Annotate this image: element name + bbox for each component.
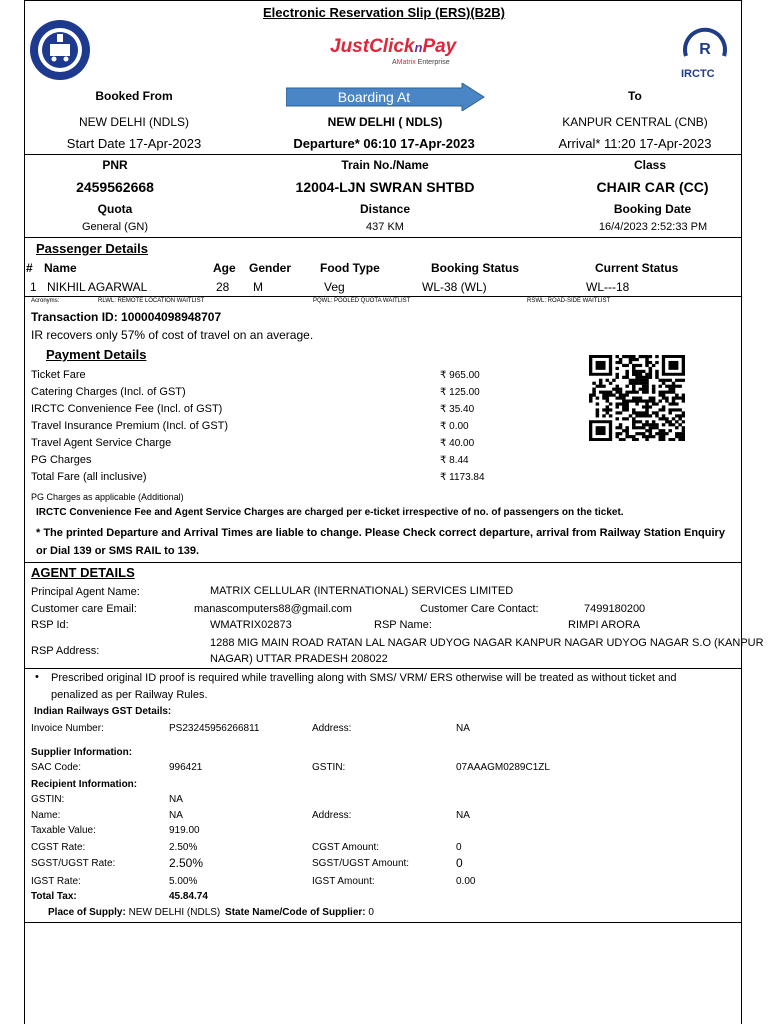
passenger-num: 1 xyxy=(30,280,37,294)
class-value: CHAIR CAR (CC) xyxy=(596,179,709,195)
sgst-amount-label: SGST/UGST Amount: xyxy=(312,858,410,869)
transaction-id: Transaction ID: 100004098948707 xyxy=(31,310,222,324)
payment-item-label: Travel Insurance Premium (Incl. of GST) xyxy=(31,420,229,432)
taxable-value: 919.00 xyxy=(169,825,200,836)
cgst-rate-value: 2.50% xyxy=(169,842,198,853)
invoice-label: Invoice Number: xyxy=(31,723,104,734)
sac-label: SAC Code: xyxy=(31,762,82,773)
customer-contact-value: 7499180200 xyxy=(584,603,646,615)
passenger-food: Veg xyxy=(324,280,345,294)
fee-note: IRCTC Convenience Fee and Agent Service Charges are charged per e-ticket irrespective of no. of passengers on the ticket. xyxy=(36,507,624,518)
boarding-station: NEW DELHI ( NDLS) xyxy=(327,115,443,129)
bullet: • xyxy=(35,671,39,683)
rlwl-note: RLWL: REMOTE LOCATION WAITLIST xyxy=(98,298,205,304)
recipient-gstin-value: NA xyxy=(169,794,183,805)
principal-agent-value: MATRIX CELLULAR (INTERNATIONAL) SERVICES LIMITED xyxy=(210,585,514,597)
to-label: To xyxy=(628,89,642,103)
svg-text:R: R xyxy=(699,41,711,58)
payment-item-label: Catering Charges (Incl. of GST) xyxy=(31,386,186,398)
invoice-value: PS23245956266811 xyxy=(169,723,260,734)
total-tax-value: 45.84.74 xyxy=(169,891,208,902)
class-label: Class xyxy=(633,158,667,172)
customer-email-label: Customer care Email: xyxy=(31,603,137,615)
acronyms-label: Acronyms: xyxy=(31,298,60,304)
igst-amount-label: IGST Amount: xyxy=(312,876,375,887)
payment-item-value: ₹ 35.40 xyxy=(440,404,475,415)
payment-item-label: Total Fare (all inclusive) xyxy=(31,471,147,483)
passenger-booking-status: WL-38 (WL) xyxy=(422,280,487,294)
col-header-num: # xyxy=(26,261,33,275)
time-change-note-line1: * The printed Departure and Arrival Times are liable to change. Please Check correct departure, arrival from Railway Station Enquiry xyxy=(36,527,725,539)
passenger-details-heading: Passenger Details xyxy=(36,241,149,256)
divider xyxy=(24,668,742,669)
booking-date-label: Booking Date xyxy=(613,202,692,216)
departure-time: Departure* 06:10 17-Apr-2023 xyxy=(293,136,475,151)
passenger-gender: M xyxy=(253,280,263,294)
booking-date-value: 16/4/2023 2:52:33 PM xyxy=(598,221,708,233)
rsp-name-value: RIMPI ARORA xyxy=(568,619,641,631)
to-station: KANPUR CENTRAL (CNB) xyxy=(562,115,708,129)
payment-item-value: ₹ 1173.84 xyxy=(440,472,485,483)
rsp-id-label: RSP Id: xyxy=(31,619,69,631)
address-value: NA xyxy=(456,723,470,734)
address-label: Address: xyxy=(312,723,352,734)
distance-value: 437 KM xyxy=(366,221,404,233)
pnr-value: 2459562668 xyxy=(76,179,154,195)
sgst-amount-value: 0 xyxy=(456,856,463,870)
payment-item-label: PG Charges xyxy=(31,454,92,466)
rsp-id-value: WMATRIX02873 xyxy=(210,619,292,631)
col-header-current-status: Current Status xyxy=(595,261,679,275)
divider xyxy=(24,296,742,297)
brand-tagline: AMatrix Enterprise xyxy=(392,59,450,66)
passenger-name: NIKHIL AGARWAL xyxy=(47,280,148,294)
sac-value: 996421 xyxy=(169,762,203,773)
supplier-heading: Supplier Information: xyxy=(31,747,133,758)
igst-rate-label: IGST Rate: xyxy=(31,876,81,887)
id-proof-note-line1: Prescribed original ID proof is required while travelling along with SMS/ VRM/ ERS otherwise will be treated as without ticket and xyxy=(51,672,677,684)
place-of-supply: Place of Supply: NEW DELHI (NDLS) State Name/Code of Supplier: 0 xyxy=(48,907,374,918)
qr-code xyxy=(589,355,685,441)
agent-details-heading: AGENT DETAILS xyxy=(31,565,135,580)
recipient-address-label: Address: xyxy=(312,810,352,821)
distance-label: Distance xyxy=(359,202,411,216)
customer-contact-label: Customer Care Contact: xyxy=(420,603,539,615)
from-station: NEW DELHI (NDLS) xyxy=(78,115,189,129)
payment-item-value: ₹ 8.44 xyxy=(440,455,469,466)
sgst-rate-label: SGST/UGST Rate: xyxy=(31,858,116,869)
id-proof-note-line2: penalized as per Railway Rules. xyxy=(51,689,208,701)
quota-value: General (GN) xyxy=(81,221,149,233)
arrival-time: Arrival* 11:20 17-Apr-2023 xyxy=(558,136,712,151)
justclicknpay-logo: JustClicknPay xyxy=(330,36,457,57)
rswl-note: RSWL: ROAD-SIDE WAITLIST xyxy=(527,298,611,304)
customer-email-value: manascomputers88@gmail.com xyxy=(194,603,352,615)
payment-item-value: ₹ 125.00 xyxy=(440,387,480,398)
igst-rate-value: 5.00% xyxy=(169,876,198,887)
recipient-name-label: Name: xyxy=(31,810,61,821)
col-header-booking-status: Booking Status xyxy=(431,261,520,275)
passenger-current-status: WL---18 xyxy=(586,280,630,294)
page-title: Electronic Reservation Slip (ERS)(B2B) xyxy=(263,5,505,20)
cgst-amount-value: 0 xyxy=(456,842,462,853)
rsp-address-line1: 1288 MIG MAIN ROAD RATAN LAL NAGAR UDYOG NAGAR KANPUR NAGAR UDYOG NAGAR S.O (KANPUR xyxy=(210,637,764,649)
divider xyxy=(24,562,742,563)
payment-item-value: ₹ 40.00 xyxy=(440,438,475,449)
train-value: 12004-LJN SWRAN SHTBD xyxy=(295,179,475,195)
train-label: Train No./Name xyxy=(341,158,429,172)
payment-item-label: Ticket Fare xyxy=(31,369,86,381)
cgst-rate-label: CGST Rate: xyxy=(31,842,86,853)
cgst-amount-label: CGST Amount: xyxy=(312,842,380,853)
rsp-address-label: RSP Address: xyxy=(31,645,100,657)
boarding-at-label: Boarding At xyxy=(337,89,411,105)
divider xyxy=(24,922,742,923)
recipient-gstin-label: GSTIN: xyxy=(31,794,65,805)
payment-item-value: ₹ 965.00 xyxy=(440,370,480,381)
principal-agent-label: Principal Agent Name: xyxy=(31,586,140,598)
payment-item-label: IRCTC Convenience Fee (Incl. of GST) xyxy=(31,403,223,415)
col-header-name: Name xyxy=(44,261,77,275)
booked-from-label: Booked From xyxy=(95,89,173,103)
indian-railways-logo xyxy=(28,18,92,82)
col-header-food: Food Type xyxy=(320,261,380,275)
recipient-heading: Recipient Information: xyxy=(31,779,138,790)
recipient-name-value: NA xyxy=(169,810,183,821)
payment-item-value: ₹ 0.00 xyxy=(440,421,469,432)
divider xyxy=(24,237,742,238)
col-header-age: Age xyxy=(213,261,236,275)
divider xyxy=(24,154,742,155)
irctc-label: IRCTC xyxy=(681,68,715,80)
pqwl-note: PQWL: POOLED QUOTA WAITLIST xyxy=(313,298,411,304)
recipient-address-value: NA xyxy=(456,810,470,821)
col-header-gender: Gender xyxy=(249,261,292,275)
gst-heading: Indian Railways GST Details: xyxy=(34,706,172,717)
pnr-label: PNR xyxy=(102,158,128,172)
taxable-label: Taxable Value: xyxy=(31,825,96,836)
rsp-name-label: RSP Name: xyxy=(374,619,432,631)
pg-charges-note: PG Charges as applicable (Additional) xyxy=(31,492,184,502)
gstin-label: GSTIN: xyxy=(312,762,346,773)
total-tax-label: Total Tax: xyxy=(31,891,77,902)
rsp-address-line2: NAGAR) UTTAR PRADESH 208022 xyxy=(210,653,388,665)
sgst-rate-value: 2.50% xyxy=(169,856,204,870)
gstin-value: 07AAAGM0289C1ZL xyxy=(456,762,550,773)
start-date: Start Date 17-Apr-2023 xyxy=(66,136,202,151)
passenger-age: 28 xyxy=(216,280,230,294)
time-change-note-line2: or Dial 139 or SMS RAIL to 139. xyxy=(36,545,200,557)
cost-recovery-note: IR recovers only 57% of cost of travel on an average. xyxy=(31,328,314,342)
payment-item-label: Travel Agent Service Charge xyxy=(31,437,172,449)
payment-details-heading: Payment Details xyxy=(46,347,147,362)
quota-label: Quota xyxy=(97,202,133,216)
irctc-logo xyxy=(680,24,730,68)
igst-amount-value: 0.00 xyxy=(456,876,476,887)
